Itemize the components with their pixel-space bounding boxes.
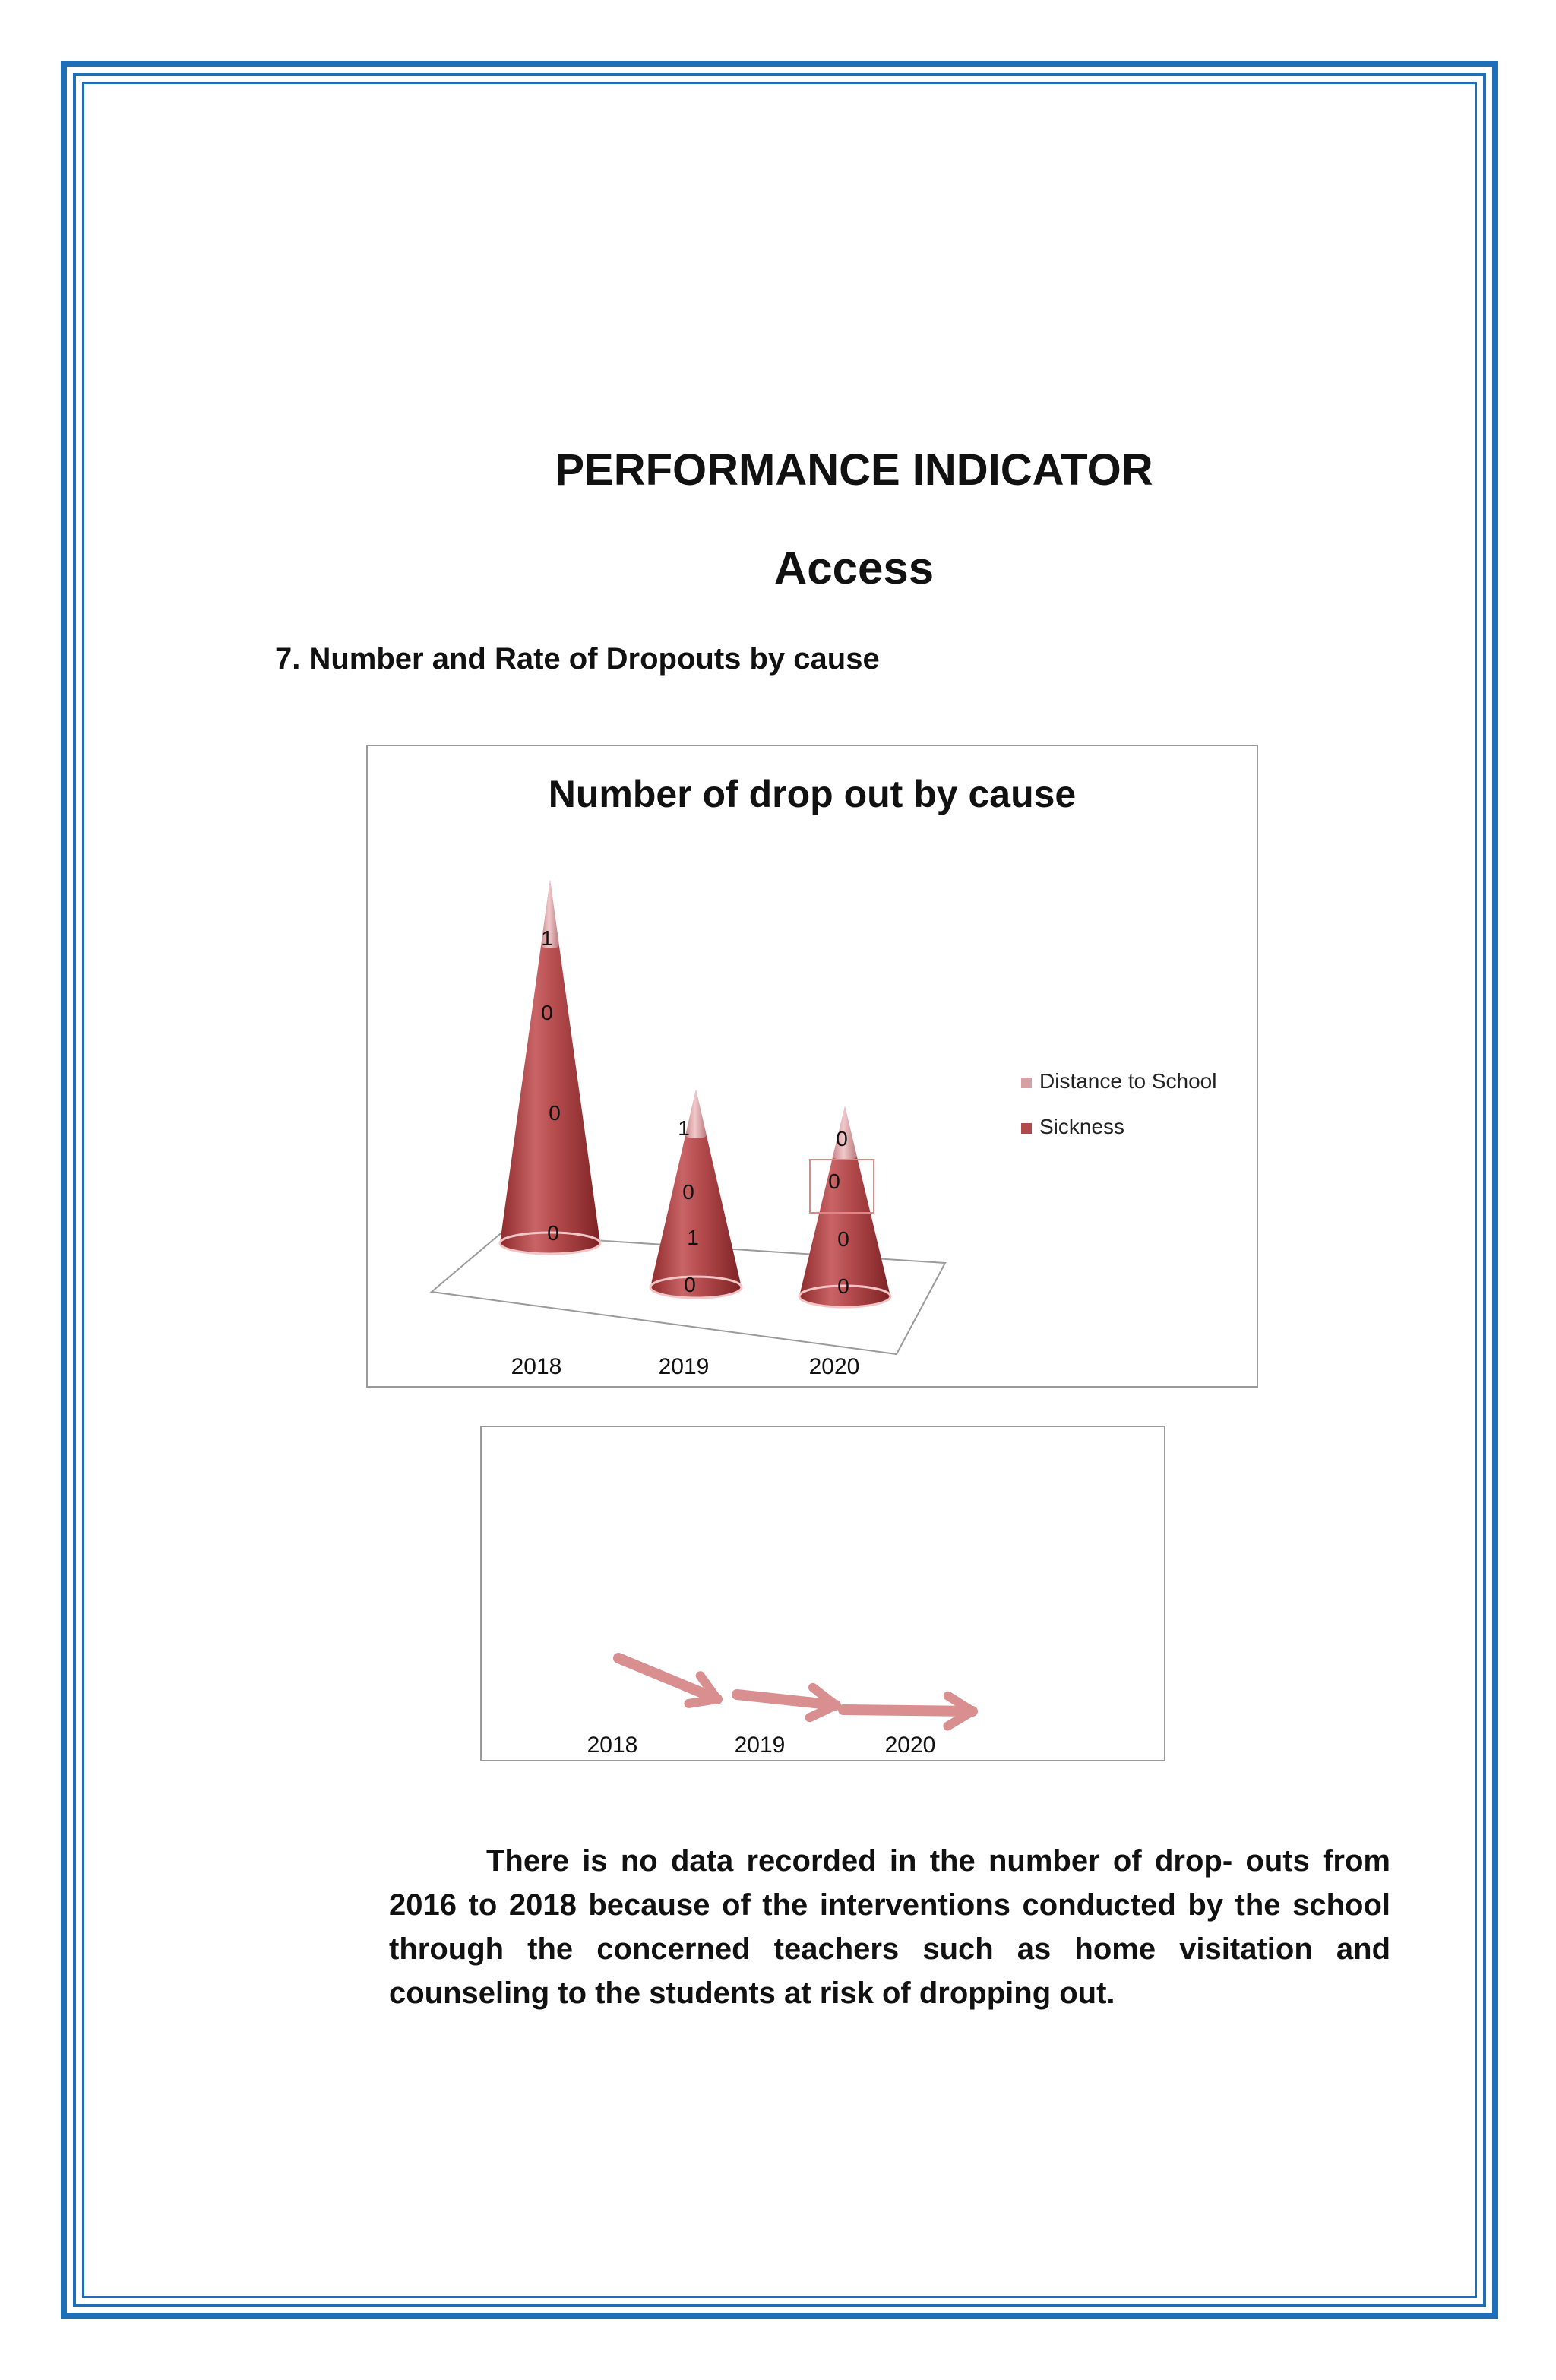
data-label-2019-3: 0 <box>684 1273 696 1296</box>
data-label-2019-0: 1 <box>678 1116 690 1140</box>
arrow-x-tick-label-2018: 2018 <box>587 1733 638 1758</box>
legend-swatch-distance-to-school <box>1021 1078 1032 1088</box>
page-subtitle: Access <box>773 543 935 593</box>
trend-arrow-3 <box>843 1710 972 1711</box>
data-label-2020-3: 0 <box>837 1274 849 1298</box>
data-label-2020-2: 0 <box>837 1227 849 1251</box>
chart-legend <box>1021 1069 1216 1138</box>
arrow-x-tick-label-2020: 2020 <box>884 1733 936 1758</box>
data-label-2020-1: 0 <box>828 1169 840 1193</box>
data-label-2018-2: 0 <box>549 1101 561 1125</box>
dropout-cone-chart <box>366 745 1258 1388</box>
cone-chart-svg <box>368 746 1257 1386</box>
arrow-x-tick-label-2019: 2019 <box>734 1733 786 1758</box>
summary-paragraph: There is no data recorded in the number of drop- outs from 2016 to 2018 because of the interventions conducted by the school through the concerned teachers such as home visitation and counseling to the students at risk of dropping out. <box>389 1844 1390 2010</box>
page-title: PERFORMANCE INDICATOR <box>555 445 1153 495</box>
data-label-2018-1: 0 <box>541 1001 553 1024</box>
data-label-2019-2: 1 <box>687 1226 699 1249</box>
x-tick-label-2020: 2020 <box>808 1354 860 1379</box>
dropout-arrow-chart <box>480 1426 1165 1761</box>
data-label-2019-1: 0 <box>682 1180 694 1204</box>
legend-swatch-sickness <box>1021 1123 1032 1134</box>
x-tick-label-2019: 2019 <box>658 1354 710 1379</box>
data-label-2018-3: 0 <box>547 1221 559 1245</box>
arrow-chart-svg <box>482 1427 1164 1760</box>
section-title: 7. Number and Rate of Dropouts by cause <box>275 642 880 676</box>
legend-label-distance-to-school: Distance to School <box>1039 1069 1217 1093</box>
chart-title: Number of drop out by cause <box>548 773 1077 815</box>
data-label-2020-0: 0 <box>836 1127 848 1150</box>
x-tick-label-2018: 2018 <box>511 1354 562 1379</box>
data-label-2018-0: 1 <box>541 926 553 950</box>
legend-label-sickness: Sickness <box>1039 1115 1125 1138</box>
